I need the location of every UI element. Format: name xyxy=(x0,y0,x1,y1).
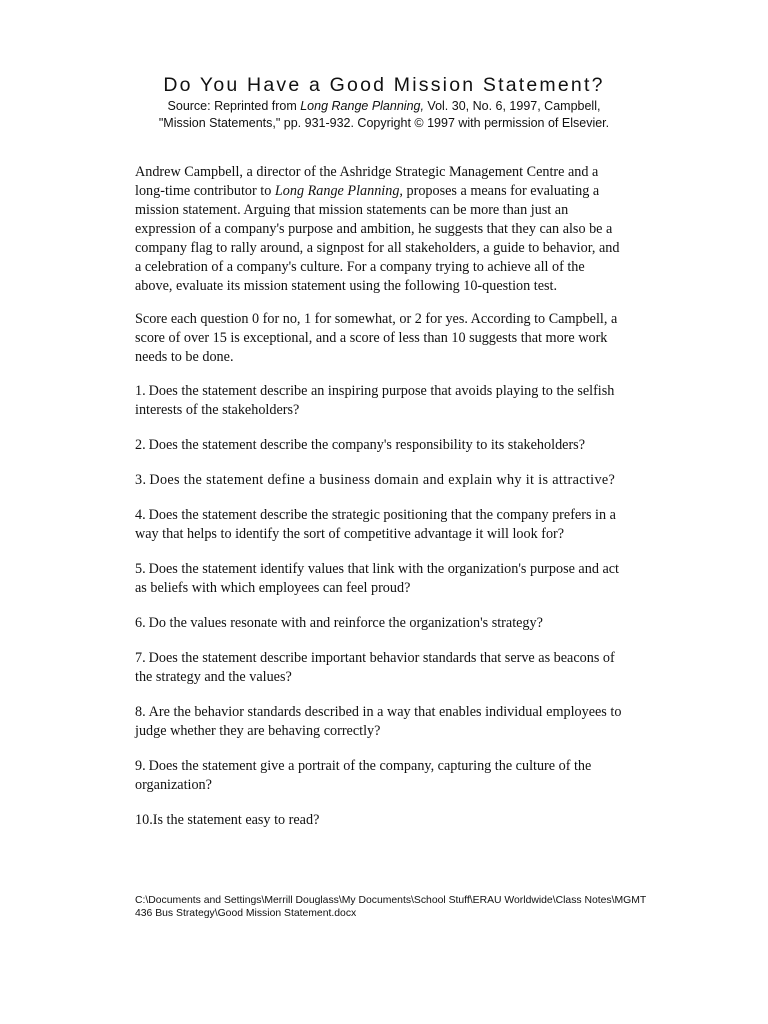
question-text: Are the behavior standards described in a way that enables individual employees to judge whether they are behaving correctly? xyxy=(135,704,622,739)
file-path-footer xyxy=(135,895,647,920)
source-citation xyxy=(0,98,768,132)
question-10 xyxy=(135,811,625,830)
source-suffix: Vol. 30, No. 6, 1997, Campbell, xyxy=(423,99,601,113)
question-text: Does the statement describe the company's responsibility to its stakeholders? xyxy=(148,437,585,453)
source-line-2: "Mission Statements," pp. 931-932. Copyright © 1997 with permission of Elsevier. xyxy=(158,116,610,130)
question-4 xyxy=(135,506,625,544)
question-text: Does the statement identify values that link with the organization's purpose and act as beliefs with which employees can feel proud? xyxy=(135,561,620,596)
question-number: 6. xyxy=(135,615,146,631)
question-text: Does the statement describe the strategic positioning that the company prefers in a way that helps to identify the sort of competitive advantage it will look for? xyxy=(135,507,616,542)
question-number: 3. xyxy=(135,472,147,488)
question-number: 1. xyxy=(135,383,146,399)
document-body xyxy=(135,163,625,846)
source-journal: Long Range Planning, xyxy=(300,99,424,113)
question-number: 2. xyxy=(135,437,146,453)
question-6 xyxy=(135,614,625,633)
source-prefix: Source: Reprinted from xyxy=(167,99,301,113)
question-number: 9. xyxy=(135,758,146,774)
question-number: 8. xyxy=(135,704,146,720)
question-text: Does the statement give a portrait of the company, capturing the culture of the organization? xyxy=(135,758,592,793)
question-2 xyxy=(135,436,625,455)
question-3 xyxy=(135,471,625,490)
scoring-paragraph: Score each question 0 for no, 1 for somewhat, or 2 for yes. According to Campbell, a score of over 15 is exceptional, and a score of less than 10 suggests that more work needs to be done. xyxy=(135,311,618,365)
question-number: 7. xyxy=(135,650,146,666)
question-8 xyxy=(135,703,625,741)
footer-line-2: 436 Bus Strategy\Good Mission Statement.docx xyxy=(135,907,357,919)
question-number: 10. xyxy=(135,812,153,828)
source-line-1 xyxy=(0,98,768,115)
question-7 xyxy=(135,649,625,687)
question-text: Does the statement describe an inspiring purpose that avoids playing to the selfish interests of the stakeholders? xyxy=(135,383,615,418)
document-title: Do You Have a Good Mission Statement? xyxy=(163,74,605,96)
intro-part-1: Andrew Campbell, a director of the Ashridge Strategic Management Centre and a long-time contributor to xyxy=(135,164,599,199)
question-text: Does the statement define a business domain and explain why it is attractive? xyxy=(149,472,616,488)
footer-line-1: C:\Documents and Settings\Merrill Douglass\My Documents\School Stuff\ERAU Worldwide\Class Notes\MGMT xyxy=(135,895,647,906)
question-9 xyxy=(135,757,625,795)
question-text: Does the statement describe important behavior standards that serve as beacons of the strategy and the values? xyxy=(135,650,615,685)
question-text: Do the values resonate with and reinforce the organization's strategy? xyxy=(148,615,543,631)
question-5 xyxy=(135,560,625,598)
intro-part-2: proposes a means for evaluating a mission statement. Arguing that mission statements can be more than just an expression of a company's purpose and ambition, he suggests that they can also be a company flag to rally around, a signpost for all stakeholders, a guide to behavior, and a celebration of a company's culture. For a company trying to achieve all of the above, evaluate its mission statement using the following 10-question test. xyxy=(135,183,620,294)
question-1 xyxy=(135,382,625,420)
question-number: 5. xyxy=(135,561,146,577)
question-text: Is the statement easy to read? xyxy=(152,812,320,828)
intro-journal: Long Range Planning, xyxy=(274,183,403,199)
question-number: 4. xyxy=(135,507,146,523)
intro-paragraph xyxy=(135,163,625,296)
